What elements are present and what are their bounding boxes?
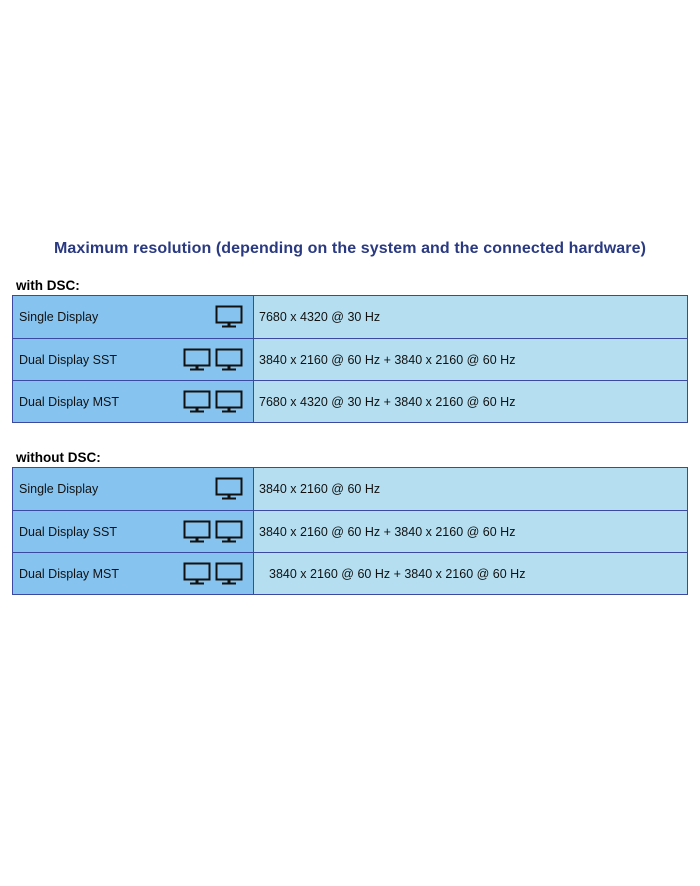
mode-cell — [13, 468, 254, 510]
resolution-cell: 3840 x 2160 @ 60 Hz + 3840 x 2160 @ 60 Hz — [254, 553, 687, 594]
monitor-icons — [183, 348, 243, 372]
mode-label: Dual Display MST — [19, 394, 120, 409]
resolution-cell: 7680 x 4320 @ 30 Hz + 3840 x 2160 @ 60 Hz — [254, 381, 687, 422]
mode-label: Dual Display SST — [19, 352, 117, 367]
resolution-cell: 3840 x 2160 @ 60 Hz + 3840 x 2160 @ 60 Hz — [254, 339, 687, 380]
monitor-icon — [215, 477, 243, 501]
monitor-icon — [215, 562, 243, 586]
page-title: Maximum resolution (depending on the system and the connected hardware) — [53, 240, 647, 257]
resolution-table-without-dsc — [12, 467, 688, 595]
table-row — [13, 510, 687, 552]
resolution-cell: 3840 x 2160 @ 60 Hz + 3840 x 2160 @ 60 Hz — [254, 511, 687, 552]
monitor-icons — [183, 520, 243, 544]
monitor-icon — [215, 348, 243, 372]
resolution-cell: 7680 x 4320 @ 30 Hz — [254, 296, 687, 338]
table-row — [13, 338, 687, 380]
mode-label: Single Display — [19, 482, 99, 496]
monitor-icon — [183, 562, 211, 586]
resolution-cell: 3840 x 2160 @ 60 Hz — [254, 468, 687, 510]
monitor-icons — [183, 390, 243, 414]
table-row — [13, 552, 687, 594]
section-label-without-dsc: without DSC: — [16, 450, 101, 465]
resolution-table-with-dsc — [12, 295, 688, 423]
mode-label: Single Display — [19, 310, 99, 324]
mode-cell — [13, 339, 254, 380]
monitor-icons — [215, 477, 243, 501]
monitor-icon — [215, 520, 243, 544]
table-row — [13, 380, 687, 422]
monitor-icon — [183, 390, 211, 414]
mode-cell — [13, 511, 254, 552]
monitor-icon — [215, 390, 243, 414]
monitor-icon — [183, 348, 211, 372]
mode-label: Dual Display SST — [19, 524, 117, 539]
monitor-icons — [183, 562, 243, 586]
mode-label: Dual Display MST — [19, 566, 120, 581]
mode-cell — [13, 296, 254, 338]
section-label-with-dsc: with DSC: — [16, 278, 80, 293]
table-row — [13, 468, 687, 510]
mode-cell — [13, 553, 254, 594]
monitor-icon — [183, 520, 211, 544]
monitor-icon — [215, 305, 243, 329]
table-row — [13, 296, 687, 338]
monitor-icons — [215, 305, 243, 329]
mode-cell — [13, 381, 254, 422]
